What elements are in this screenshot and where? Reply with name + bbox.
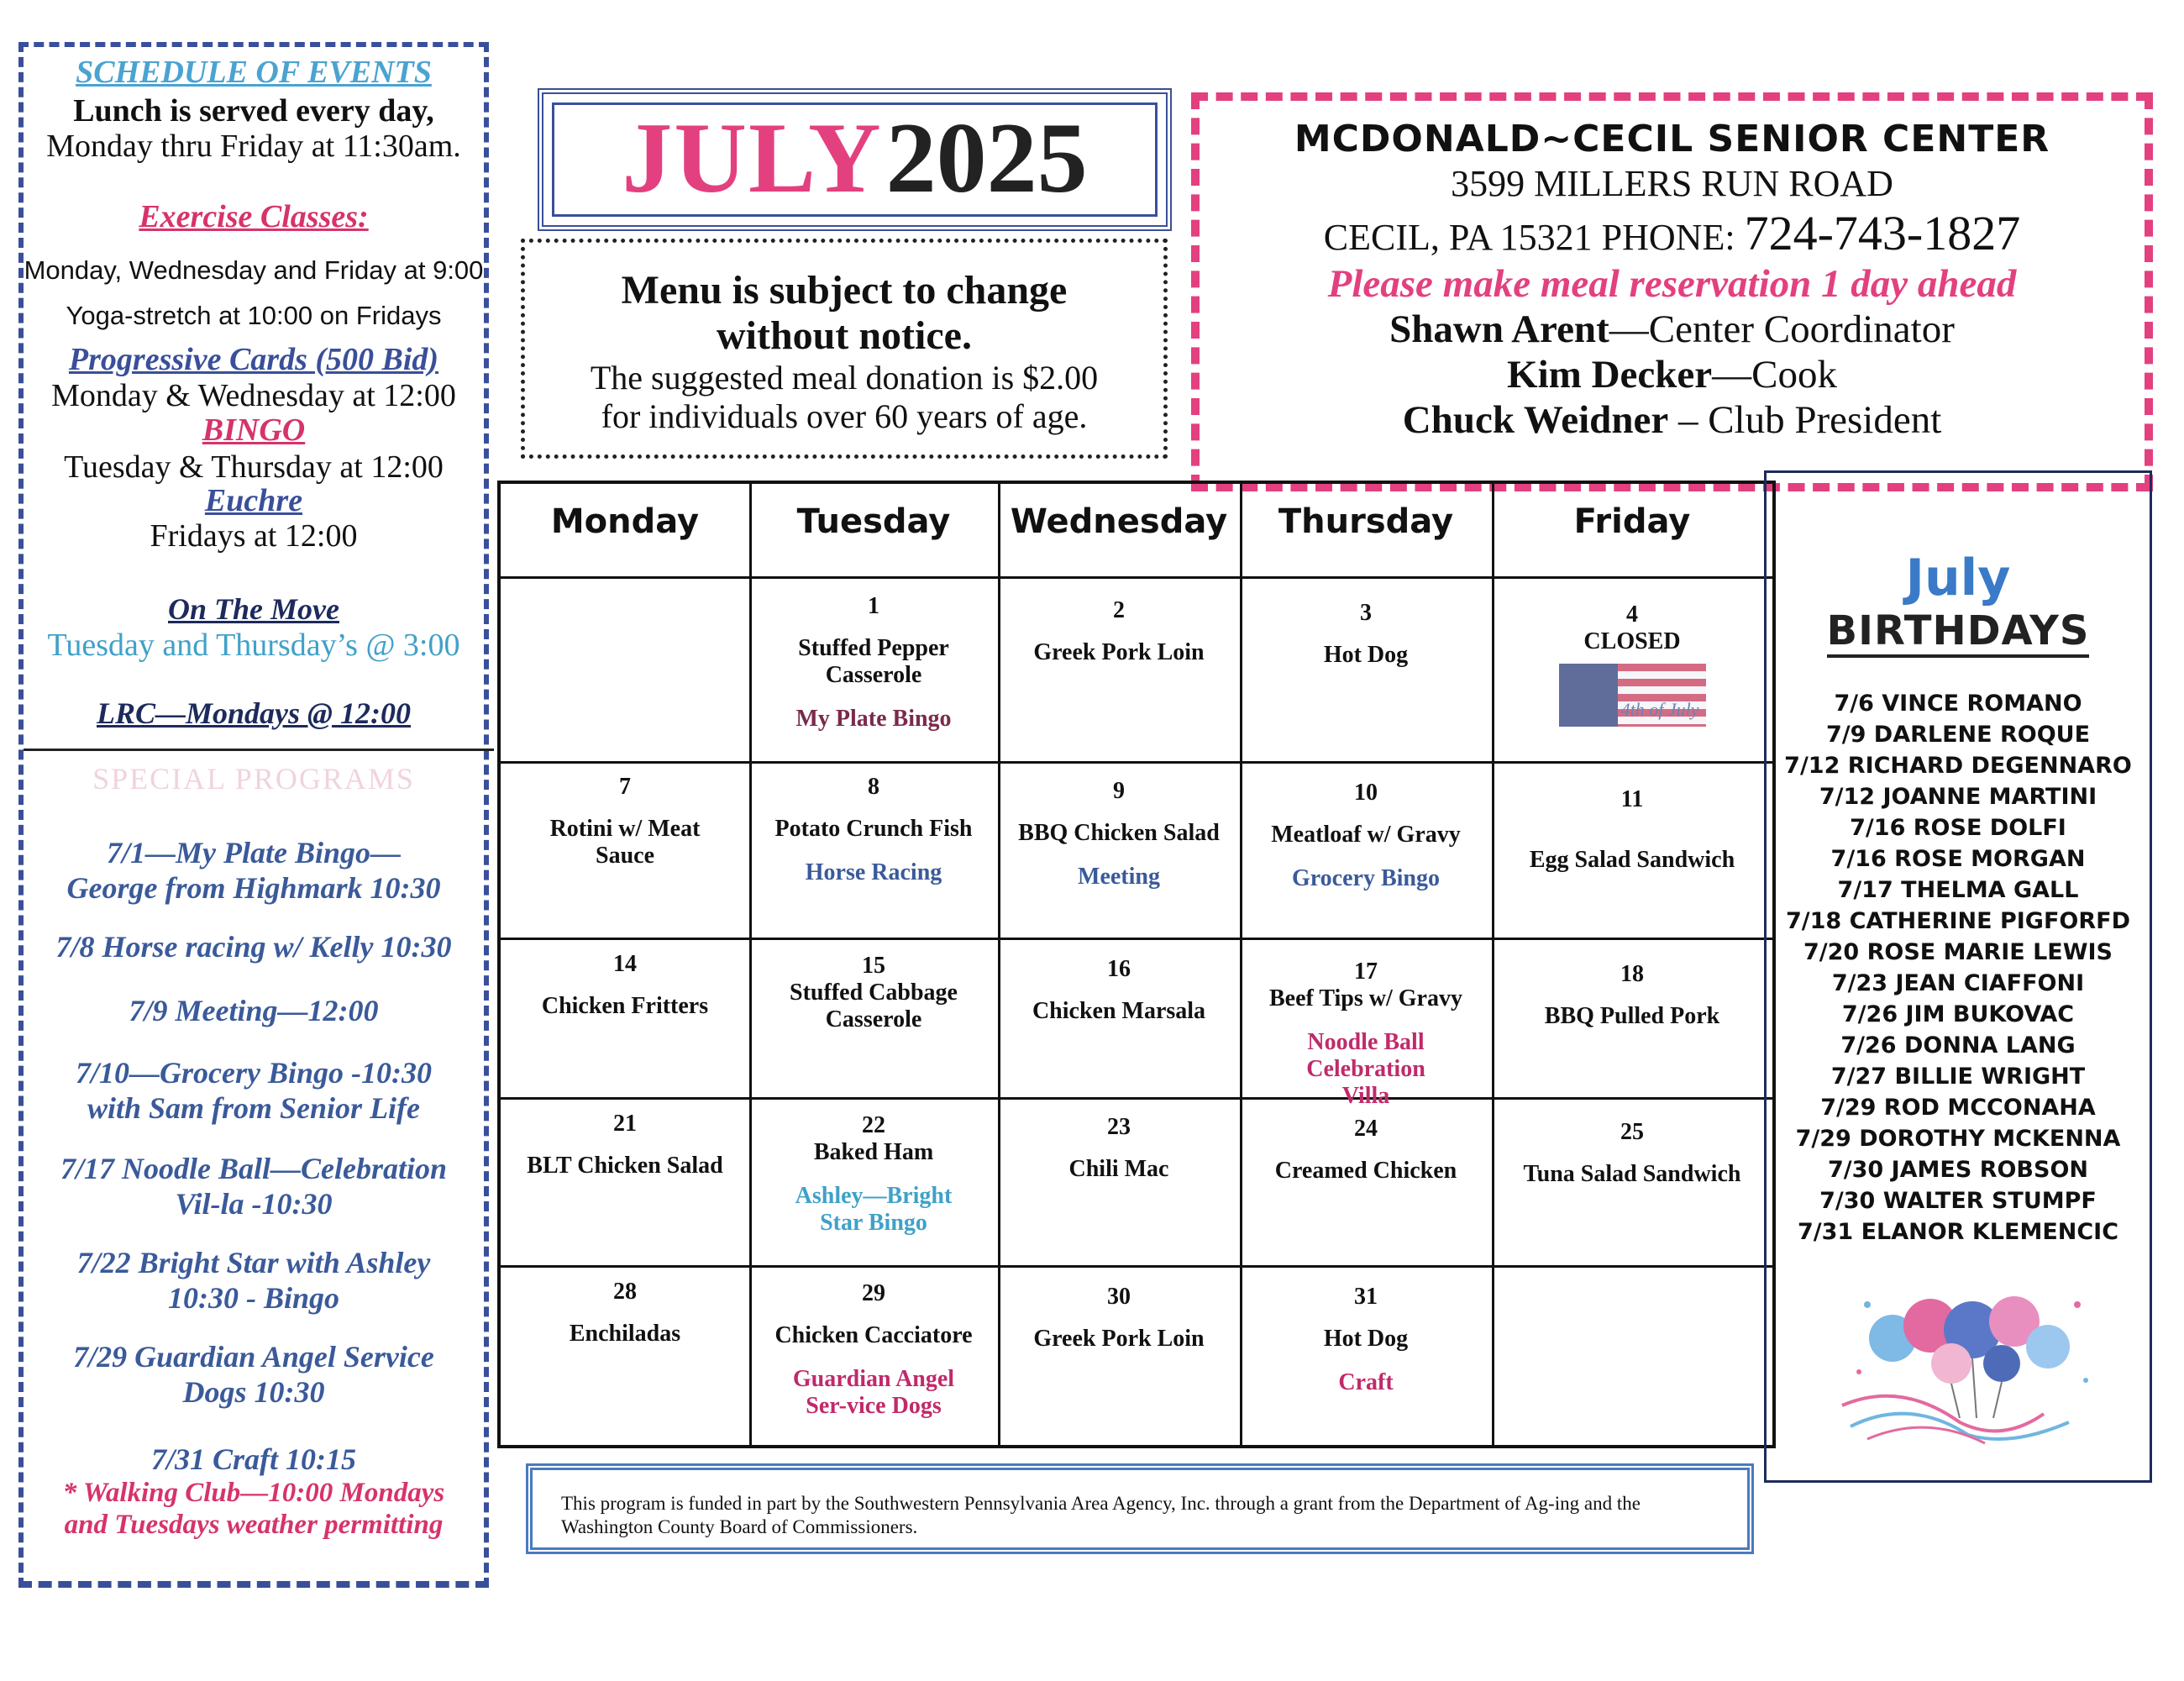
meal: Potato Crunch Fish (774, 816, 973, 842)
calendar-cell (501, 1111, 749, 1179)
title-month: JULY (622, 102, 883, 213)
day-number: 7 (619, 774, 631, 800)
calendar-cell (998, 956, 1240, 1025)
lunch-line-1: Lunch is served every day, (73, 93, 434, 129)
day-number: 10 (1354, 780, 1378, 806)
exercise-title: Exercise Classes: (139, 199, 369, 234)
program-item: 7/10—Grocery Bingo -10:30 with Sam from Senior Life (76, 1056, 432, 1125)
birthday-item: 7/16 ROSE DOLFI (1850, 815, 2066, 841)
bingo-title: BINGO (202, 412, 306, 448)
program-item: 7/22 Bright Star with Ashley 10:30 - Bingo (76, 1246, 431, 1315)
day-number: 22 (862, 1112, 885, 1138)
birthday-item: 7/29 DOROTHY MCKENNA (1795, 1126, 2121, 1152)
day-number: 28 (613, 1279, 637, 1305)
day-number: 30 (1107, 1284, 1131, 1310)
birthday-item: 7/9 DARLENE ROQUE (1825, 722, 2091, 748)
meal: BLT Chicken Salad (527, 1153, 723, 1179)
day-number: 24 (1354, 1116, 1378, 1142)
birthday-item: 7/29 ROD MCCONAHA (1820, 1095, 2096, 1121)
balloons-icon (1834, 1279, 2111, 1447)
on-the-move-time: Tuesday and Thursday’s @ 3:00 (47, 628, 460, 663)
schedule-sidebar (18, 42, 489, 1588)
calendar-cell (501, 774, 749, 869)
header-monday: Monday (550, 502, 700, 541)
calendar-cell (749, 1112, 998, 1237)
meal: Stuffed Pepper Casserole (798, 635, 949, 688)
flag-caption: 4th of July (1620, 699, 1699, 720)
birthday-item: 7/12 JOANNE MARTINI (1819, 784, 2097, 810)
meal: Chicken Fritters (541, 993, 709, 1019)
center-phone: 724-743-1827 (1744, 206, 2021, 260)
day-number: 15 (862, 953, 885, 979)
birthday-item: 7/16 ROSE MORGAN (1830, 846, 2086, 872)
staff-president (1200, 397, 2145, 443)
lrc-line: LRC—Mondays @ 12:00 (97, 696, 411, 730)
meal: Beef Tips w/ Gravy (1269, 985, 1462, 1011)
grid-line (501, 576, 1772, 579)
staff-role: —Center Coordinator (1609, 307, 1955, 351)
meal: Greek Pork Loin (1033, 1326, 1205, 1352)
calendar-cell (1240, 1116, 1492, 1185)
grid-line (501, 938, 1772, 940)
meal: BBQ Chicken Salad (1018, 820, 1220, 846)
meal: Chili Mac (1068, 1156, 1169, 1182)
birthday-item: 7/20 ROSE MARIE LEWIS (1803, 939, 2113, 965)
calendar-cell (1240, 1284, 1492, 1396)
center-city: CECIL, PA 15321 PHONE: (1323, 217, 1745, 258)
calendar-cell (1492, 961, 1772, 1030)
event: Ashley—Bright Star Bingo (795, 1183, 953, 1236)
calendar-cell (749, 593, 998, 733)
title-year: 2025 (885, 102, 1088, 213)
birthday-item: 7/27 BILLIE WRIGHT (1830, 1064, 2086, 1090)
birthdays-title: BIRTHDAYS (1827, 607, 2090, 658)
center-city-phone (1200, 205, 2145, 261)
day-number: 31 (1354, 1284, 1378, 1310)
menu-notice (521, 239, 1168, 459)
day-number: 3 (1360, 600, 1372, 626)
staff-name: Shawn Arent (1389, 307, 1609, 351)
day-number: 25 (1620, 1119, 1644, 1145)
meal: Chicken Marsala (1032, 998, 1206, 1024)
calendar-cell (1240, 780, 1492, 892)
calendar-cell (749, 953, 998, 1033)
notice-line-2: without notice. (717, 313, 972, 358)
birthday-item: 7/6 VINCE ROMANO (1834, 691, 2082, 717)
event: Guardian Angel Ser-vice Dogs (792, 1366, 955, 1419)
meal: Creamed Chicken (1274, 1158, 1457, 1184)
meal: Hot Dog (1323, 1326, 1409, 1352)
calendar-cell (998, 597, 1240, 666)
birthday-item: 7/12 RICHARD DEGENNARO (1784, 753, 2132, 779)
exercise-line-2: Yoga-stretch at 10:00 on Fridays (66, 301, 442, 330)
center-name: MCDONALD~CECIL SENIOR CENTER (1294, 118, 2050, 160)
header-thursday: Thursday (1278, 502, 1454, 541)
birthdays-list (1767, 688, 2150, 1248)
american-flag-icon (1559, 664, 1706, 727)
day-number: 16 (1107, 956, 1131, 982)
meal: BBQ Pulled Pork (1544, 1003, 1720, 1029)
day-number: 9 (1113, 778, 1125, 804)
calendar-cell (501, 1279, 749, 1347)
event: Meeting (1078, 864, 1160, 890)
day-number: 14 (613, 951, 637, 977)
program-item: 7/31 Craft 10:15 (150, 1442, 356, 1476)
day-number: 2 (1113, 597, 1125, 623)
program-item: 7/8 Horse racing w/ Kelly 10:30 (55, 930, 452, 964)
event: Grocery Bingo (1291, 865, 1440, 891)
day-number: 1 (868, 593, 879, 619)
calendar-cell (998, 1114, 1240, 1183)
header-wednesday: Wednesday (1010, 502, 1228, 541)
birthday-item: 7/31 ELANOR KLEMENCIC (1797, 1219, 2119, 1245)
sidebar-divider (24, 749, 494, 751)
event: Noodle Ball Celebration Villa (1306, 1029, 1425, 1109)
meal: Rotini w/ Meat Sauce (549, 816, 701, 869)
grid-line (501, 1097, 1772, 1100)
day-number: 18 (1620, 961, 1644, 987)
notice-line-1: Menu is subject to change (621, 268, 1068, 313)
day-number: 17 (1354, 959, 1378, 985)
staff-role: – Club President (1668, 398, 1942, 442)
calendar-cell (749, 1280, 998, 1420)
lunch-line-2: Monday thru Friday at 11:30am. (46, 129, 461, 164)
program-item: 7/29 Guardian Angel Service Dogs 10:30 (73, 1340, 434, 1409)
calendar-cell (749, 774, 998, 886)
day-number: 11 (1620, 786, 1644, 812)
birthday-item: 7/23 JEAN CIAFFONI (1831, 970, 2085, 996)
walking-club-note: * Walking Club—10:00 Mondays and Tuesdays weather permitting (62, 1478, 445, 1540)
birthday-item: 7/18 CATHERINE PIGFORFD (1785, 908, 2130, 934)
grid-line (501, 1265, 1772, 1268)
birthday-item: 7/26 JIM BUKOVAC (1841, 1001, 2075, 1027)
closed-label: CLOSED (1583, 628, 1681, 654)
birthdays-panel (1764, 470, 2152, 1483)
calendar-cell (998, 778, 1240, 890)
menu-calendar (497, 481, 1776, 1448)
day-number: 29 (862, 1280, 885, 1306)
calendar-cell (1240, 600, 1492, 669)
meal: Tuna Salad Sandwich (1523, 1161, 1741, 1187)
meal: Baked Ham (813, 1139, 934, 1165)
calendar-cell (1240, 959, 1492, 1110)
day-number: 21 (613, 1111, 637, 1137)
meal: Stuffed Cabbage Casserole (790, 980, 958, 1032)
header-friday: Friday (1573, 502, 1691, 541)
staff-coordinator (1200, 307, 2145, 352)
cards-time: Monday & Wednesday at 12:00 (51, 378, 456, 413)
cards-title: Progressive Cards (500 Bid) (68, 342, 439, 377)
meal: Chicken Cacciatore (774, 1322, 973, 1348)
birthdays-month: July (1905, 549, 2011, 607)
program-item: 7/1—My Plate Bingo—George from Highmark 10:30 (66, 836, 441, 905)
notice-line-3: The suggested meal donation is $2.00 (590, 359, 1099, 397)
bingo-time: Tuesday & Thursday at 12:00 (64, 449, 444, 485)
euchre-time: Fridays at 12:00 (150, 518, 358, 554)
center-address: 3599 MILLERS RUN ROAD (1451, 163, 1893, 204)
exercise-line-1: Monday, Wednesday and Friday at 9:00 (24, 255, 484, 285)
birthday-item: 7/30 JAMES ROBSON (1827, 1157, 2089, 1183)
birthday-item: 7/26 DONNA LANG (1840, 1032, 2076, 1059)
staff-cook (1200, 352, 2145, 397)
meal: Meatloaf w/ Gravy (1271, 822, 1461, 848)
special-programs-title: SPECIAL PROGRAMS (92, 762, 415, 796)
program-item: 7/17 Noodle Ball—Celebration Vil-la -10:30 (60, 1152, 447, 1221)
day-number: 8 (868, 774, 879, 800)
header-tuesday: Tuesday (796, 502, 951, 541)
meal: Hot Dog (1323, 642, 1409, 668)
calendar-cell (1492, 786, 1772, 874)
event: My Plate Bingo (795, 706, 952, 732)
grid-line (501, 761, 1772, 764)
center-info-box (1191, 92, 2153, 491)
reservation-note: Please make meal reservation 1 day ahead (1327, 262, 2017, 306)
staff-name: Chuck Weidner (1402, 398, 1669, 442)
meal: Egg Salad Sandwich (1529, 847, 1735, 873)
day-number: 23 (1107, 1114, 1131, 1140)
calendar-cell (501, 951, 749, 1020)
calendar-cell (998, 1284, 1240, 1353)
euchre-title: Euchre (204, 483, 303, 518)
event: Horse Racing (805, 859, 942, 885)
meal: Greek Pork Loin (1033, 639, 1205, 665)
funding-note: This program is funded in part by the Southwestern Pennsylvania Area Agency, Inc. through a grant from the Department of Ag-ing and the Washington County Board of Commissioners. (526, 1463, 1754, 1554)
calendar-cell (1492, 601, 1772, 727)
meal: Enchiladas (569, 1321, 681, 1347)
month-title (543, 99, 1166, 217)
month-title-box (538, 88, 1172, 231)
on-the-move-title: On The Move (168, 592, 339, 626)
birthday-item: 7/17 THELMA GALL (1837, 877, 2079, 903)
calendar-cell (1492, 1119, 1772, 1188)
schedule-title: SCHEDULE OF EVENTS (76, 55, 432, 90)
staff-role: —Cook (1712, 353, 1837, 397)
staff-name: Kim Decker (1507, 353, 1713, 397)
day-number: 4 (1626, 601, 1638, 628)
birthday-item: 7/30 WALTER STUMPF (1819, 1188, 2097, 1214)
notice-line-4: for individuals over 60 years of age. (601, 397, 1088, 435)
program-item: 7/9 Meeting—12:00 (129, 994, 379, 1027)
event: Craft (1338, 1369, 1394, 1395)
